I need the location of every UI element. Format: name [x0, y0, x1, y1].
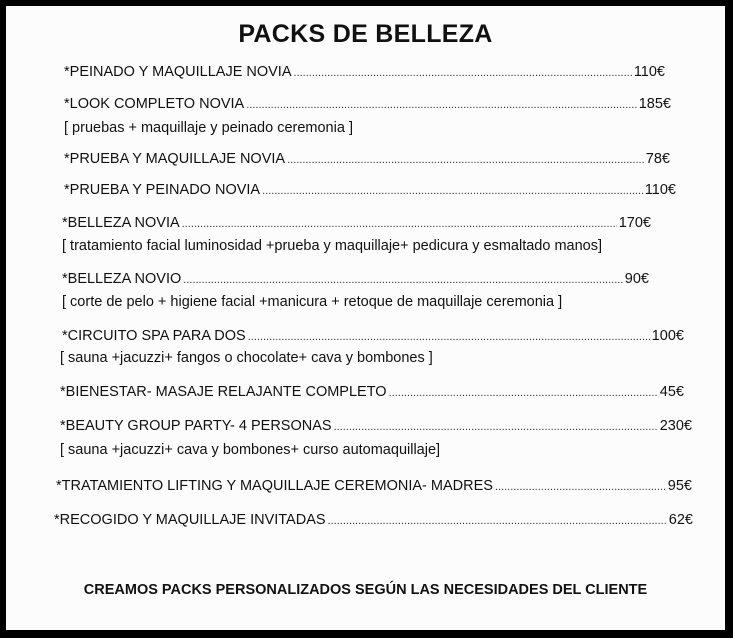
- item-price: 110€: [633, 64, 665, 80]
- list-item: [54, 512, 693, 528]
- item-name: *BELLEZA NOVIA: [62, 215, 180, 231]
- dot-leader: [389, 387, 658, 399]
- dot-leader: [182, 218, 617, 230]
- item-price: 95€: [667, 478, 692, 494]
- price-list-sheet: [6, 6, 725, 630]
- list-item: [64, 64, 665, 80]
- item-price: 90€: [624, 271, 649, 287]
- item-price: 45€: [659, 384, 684, 400]
- list-item: [62, 271, 649, 287]
- list-item: [62, 215, 651, 231]
- item-name: *BEAUTY GROUP PARTY- 4 PERSONAS: [60, 418, 332, 434]
- footer-note: CREAMOS PACKS PERSONALIZADOS SEGÚN LAS NECESIDADES DEL CLIENTE: [83, 582, 648, 598]
- item-price: 230€: [659, 418, 692, 434]
- page-title: PACKS DE BELLEZA: [238, 20, 493, 48]
- item-name: *CIRCUITO SPA PARA DOS: [62, 328, 246, 344]
- item-name: *LOOK COMPLETO NOVIA: [64, 96, 245, 112]
- dot-leader: [294, 67, 632, 79]
- dot-leader: [287, 154, 644, 166]
- item-name: *PEINADO Y MAQUILLAJE NOVIA: [64, 64, 292, 80]
- dot-leader: [328, 515, 667, 527]
- item-description: [ sauna +jacuzzi+ cava y bombones+ curso automaquillaje]: [60, 442, 441, 458]
- item-description: [ tratamiento facial luminosidad +prueba y maquillaje+ pedicura y esmaltado manos]: [62, 238, 603, 254]
- item-description: [ sauna +jacuzzi+ fangos o chocolate+ cava y bombones ]: [60, 350, 433, 366]
- dot-leader: [183, 274, 623, 286]
- item-name: *PRUEBA Y PEINADO NOVIA: [64, 182, 261, 198]
- list-item: [60, 384, 684, 400]
- list-item: [64, 182, 676, 198]
- item-name: *TRATAMIENTO LIFTING Y MAQUILLAJE CEREMONIA- MADRES: [56, 478, 493, 494]
- dot-leader: [334, 421, 658, 433]
- list-item: [64, 151, 670, 167]
- dot-leader: [248, 331, 650, 343]
- list-item: [60, 418, 692, 434]
- item-price: 100€: [651, 328, 684, 344]
- dot-leader: [246, 99, 637, 111]
- item-price: 78€: [645, 151, 670, 167]
- list-item: [62, 328, 684, 344]
- dot-leader: [495, 481, 666, 493]
- item-name: *BIENESTAR- MASAJE RELAJANTE COMPLETO: [60, 384, 387, 400]
- item-price: 170€: [618, 215, 651, 231]
- list-item: [64, 96, 671, 112]
- item-description: [ corte de pelo + higiene facial +manicura + retoque de maquillaje ceremonia ]: [62, 294, 563, 310]
- list-item: [56, 478, 692, 494]
- item-name: *PRUEBA Y MAQUILLAJE NOVIA: [64, 151, 286, 167]
- item-price: 185€: [638, 96, 671, 112]
- item-name: *BELLEZA NOVIO: [62, 271, 182, 287]
- item-price: 110€: [644, 182, 676, 198]
- item-price: 62€: [668, 512, 693, 528]
- item-name: *RECOGIDO Y MAQUILLAJE INVITADAS: [54, 512, 326, 528]
- dot-leader: [262, 185, 643, 197]
- item-description: [ pruebas + maquillaje y peinado ceremonia ]: [64, 120, 353, 136]
